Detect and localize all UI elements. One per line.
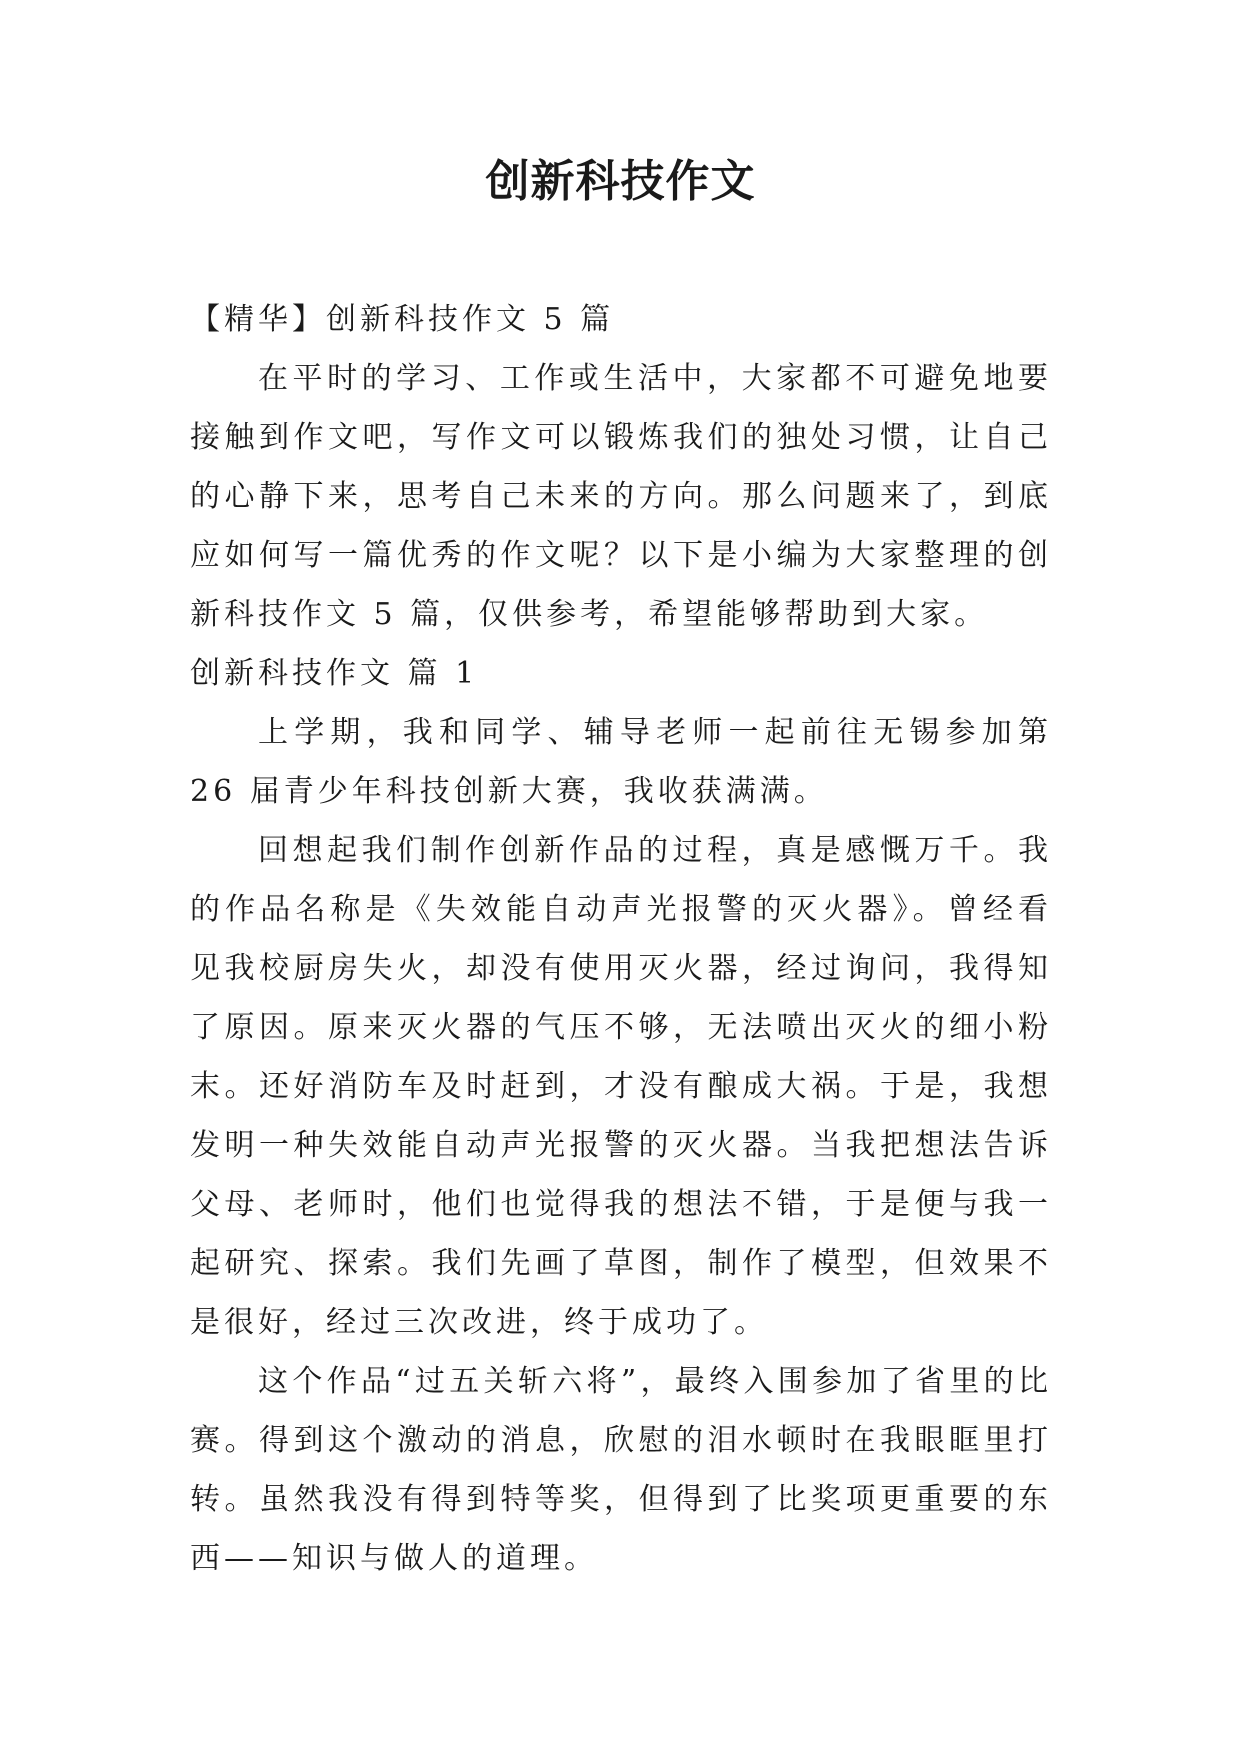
intro-paragraph: 在平时的学习、工作或生活中，大家都不可避免地要接触到作文吧，写作文可以锻炼我们的独处习惯，让自己的心静下来，思考自己未来的方向。那么问题来了，到底应如何写一篇优秀的作文呢？以下是小编为大家整理的创新科技作文 5 篇，仅供参考，希望能够帮助到大家。 [190, 361, 1052, 632]
section-heading: 创新科技作文 篇 1 [190, 656, 479, 691]
body-paragraph: 回想起我们制作创新作品的过程，真是感慨万千。我的作品名称是《失效能自动声光报警的灭火器》。曾经看见我校厨房失火，却没有使用灭火器，经过询问，我得知了原因。原来灭火器的气压不够，无法喷出灭火的细小粉末。还好消防车及时赶到，才没有酿成大祸。于是，我想发明一种失效能自动声光报警的灭火器。当我把想法告诉父母、老师时，他们也觉得我的想法不错，于是便与我一起研究、探索。我们先画了草图，制作了模型，但效果不是很好，经过三次改进，终于成功了。 [190, 833, 1052, 1340]
body-paragraph: 这个作品“过五关斩六将”，最终入围参加了省里的比赛。得到这个激动的消息，欣慰的泪水顿时在我眼眶里打转。虽然我没有得到特等奖，但得到了比奖项更重要的东西——知识与做人的道理。 [190, 1364, 1052, 1576]
document-body [190, 290, 1052, 1588]
document-subtitle: 【精华】创新科技作文 5 篇 [190, 302, 615, 337]
document-title: 创新科技作文 [485, 156, 756, 207]
body-paragraph: 上学期，我和同学、辅导老师一起前往无锡参加第 26 届青少年科技创新大赛，我收获满满。 [190, 715, 1052, 809]
